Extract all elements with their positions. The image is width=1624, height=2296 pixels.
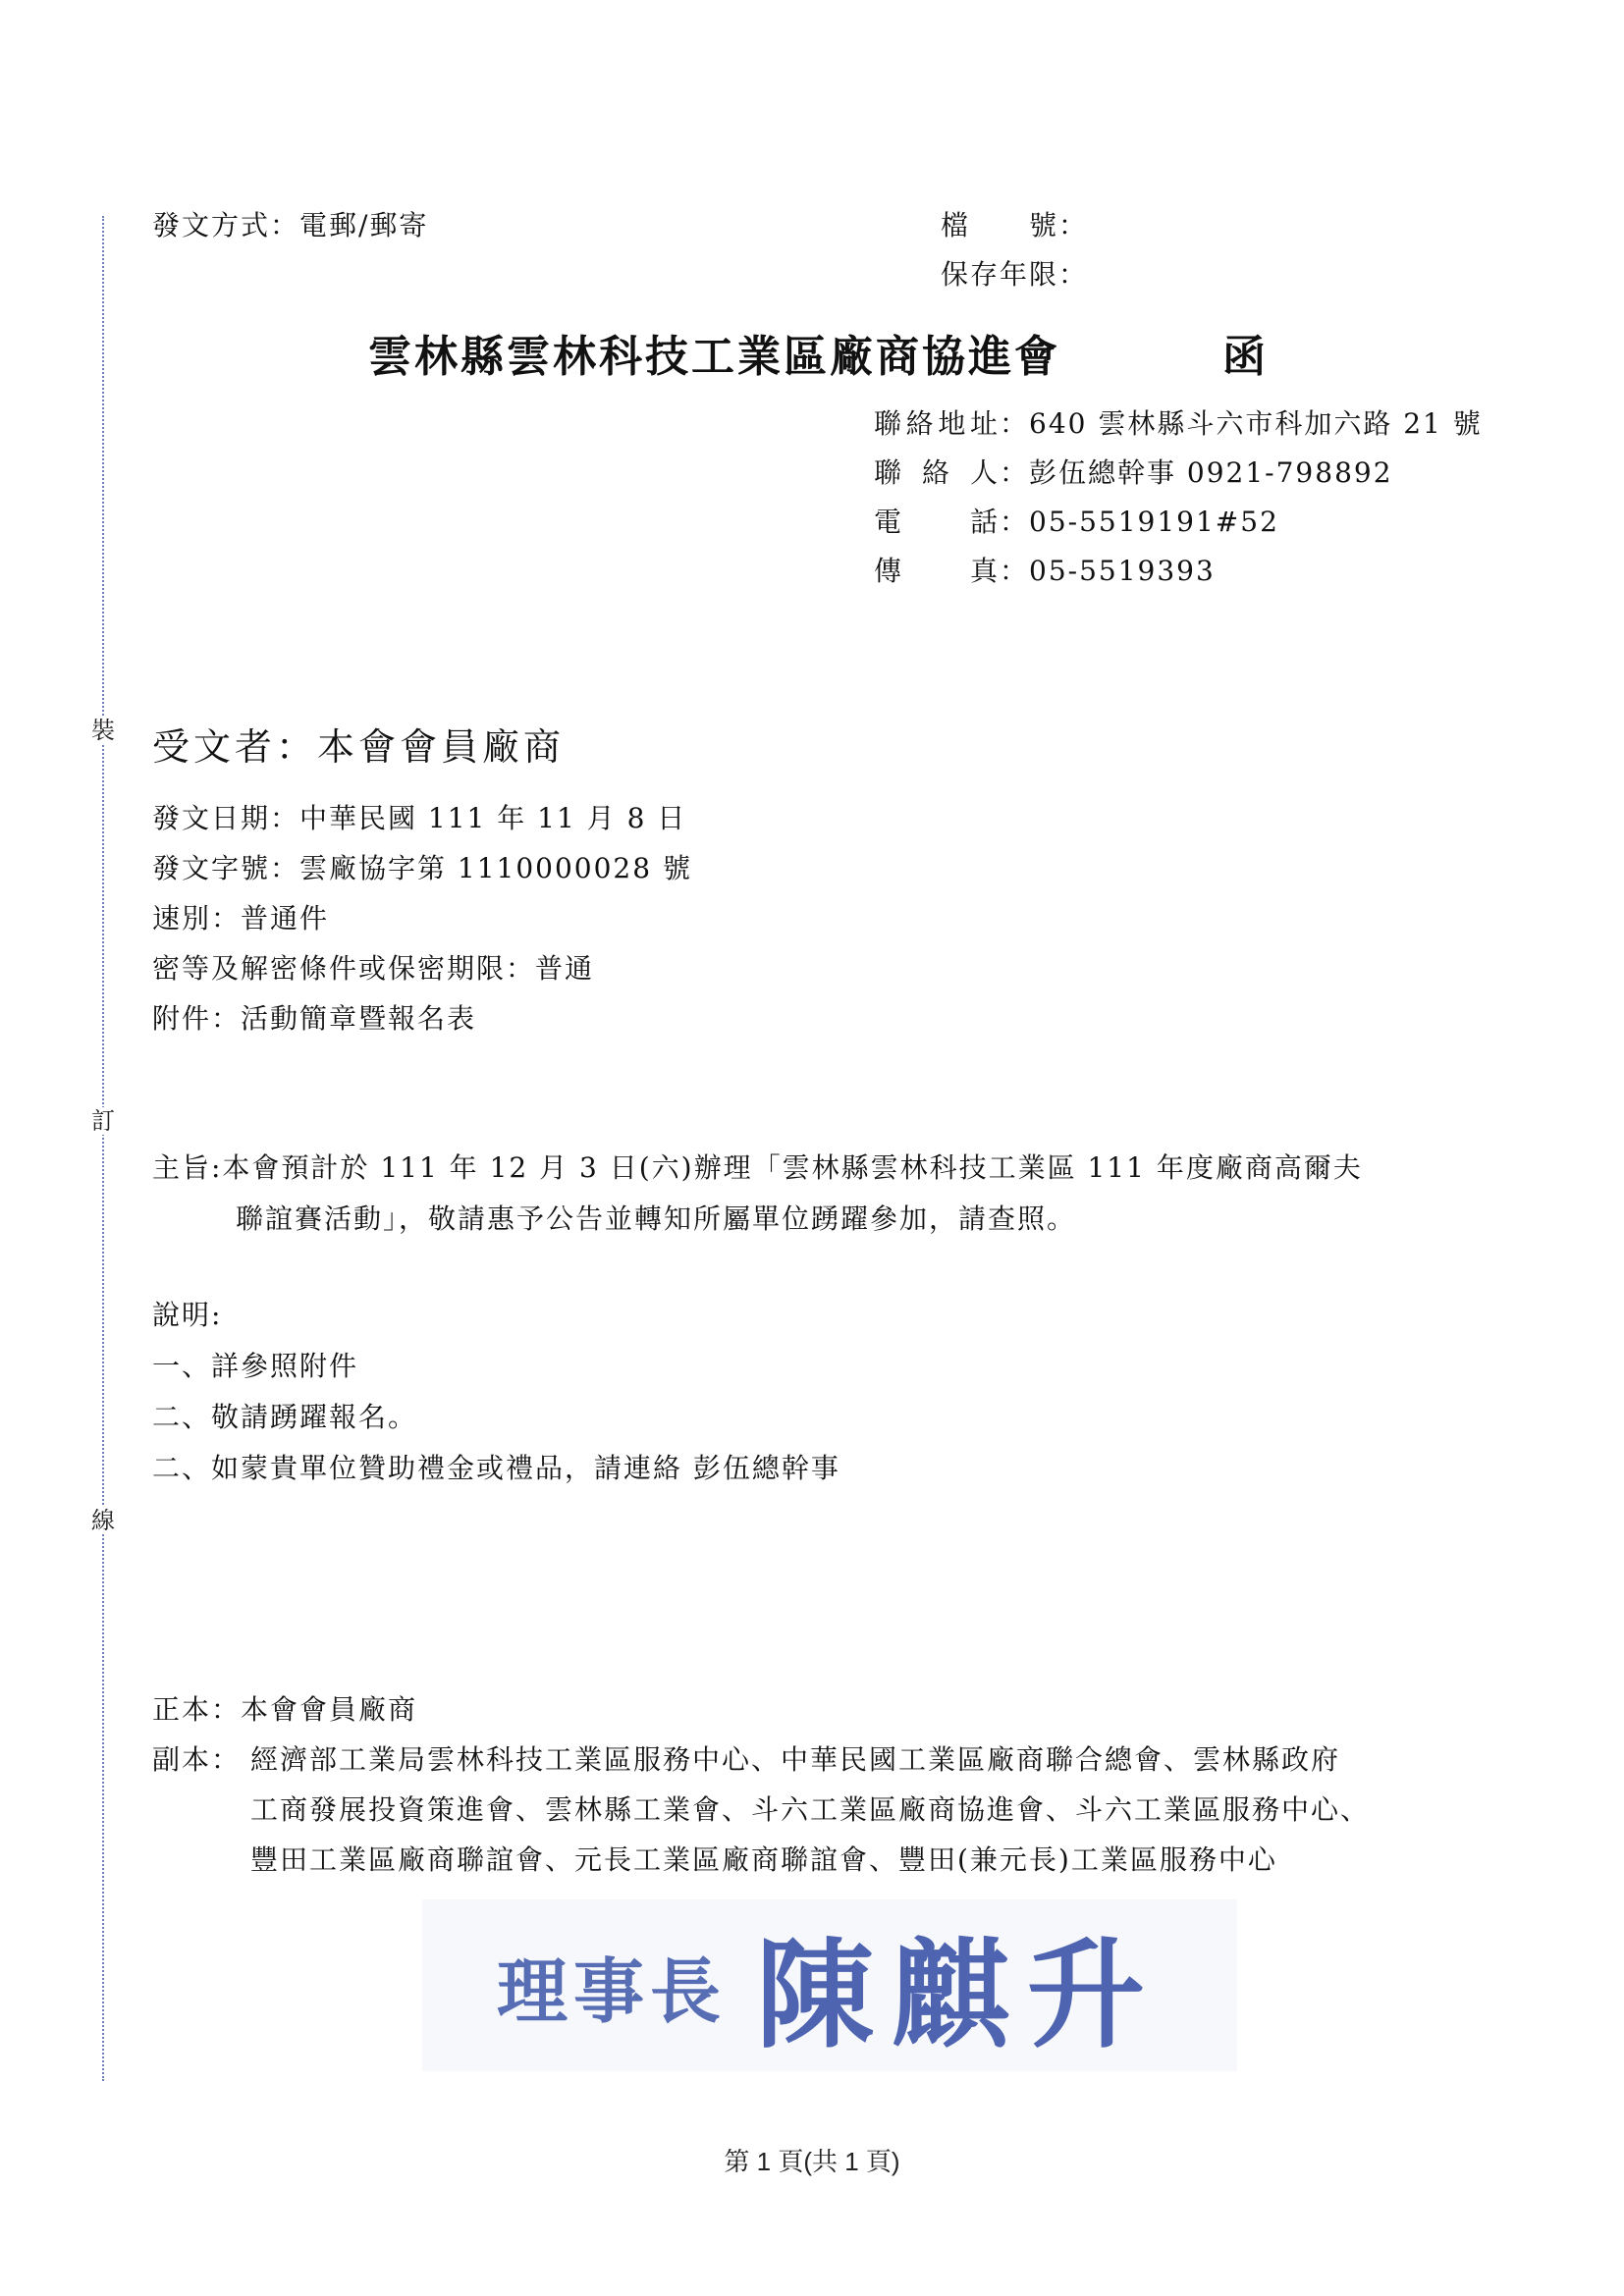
retention-period-label: 保存年限： (941, 258, 1089, 291)
contact-address-label: 聯絡地址 (874, 407, 1000, 440)
attachments: 附件：活動簡章暨報名表 (152, 1002, 477, 1035)
contact-phone (874, 501, 1279, 540)
signature-title: 理事長 (496, 1949, 727, 2033)
contact-person-label: 聯絡人 (874, 456, 1000, 489)
page-number: 第 1 頁(共 1 頁) (724, 2147, 900, 2176)
chairman-signature-stamp (422, 1899, 1237, 2071)
copy-label: 副本： (152, 1743, 242, 1776)
signature-name: 陳麒升 (756, 1925, 1163, 2064)
contact-fax-value: ：05-5519393 (1000, 555, 1216, 587)
copy-recipients-line: 工商發展投資策進會、雲林縣工業會、斗六工業區廠商協進會、斗六工業區服務中心、 (250, 1793, 1371, 1826)
file-number-label: 檔 號： (941, 209, 1089, 241)
binding-mark-ding: 訂 (91, 1107, 115, 1135)
document-type: 函 (1222, 332, 1269, 382)
original-recipient: 正本：本會會員廠商 (152, 1693, 418, 1726)
explanation-item: 一、詳參照附件 (152, 1350, 359, 1382)
subject-line-1: 主旨:本會預計於 111 年 12 月 3 日(六)辦理「雲林縣雲林科技工業區 111 年度廠商高爾夫 (152, 1151, 1363, 1184)
contact-fax-label: 傳真 (874, 555, 1000, 587)
confidentiality: 密等及解密條件或保密期限：普通 (152, 952, 595, 985)
binding-line (102, 216, 104, 2081)
binding-mark-xian: 線 (91, 1507, 115, 1534)
copy-recipients-line: 豐田工業區廠商聯誼會、元長工業區廠商聯誼會、豐田(兼元長)工業區服務中心 (250, 1843, 1277, 1876)
recipient: 受文者：本會會員廠商 (152, 725, 566, 769)
dispatch-method: 發文方式：電郵/郵寄 (152, 209, 429, 241)
contact-phone-value: ：05-5519191#52 (1000, 506, 1279, 538)
contact-phone-label: 電話 (874, 506, 1000, 538)
contact-person (874, 452, 1393, 491)
explanation-heading: 說明: (152, 1299, 223, 1331)
urgency: 速別：普通件 (152, 902, 330, 934)
contact-fax (874, 550, 1216, 589)
document-title: 雲林縣雲林科技工業區廠商協進會 (368, 332, 1060, 382)
copy-recipients-line: 經濟部工業局雲林科技工業區服務中心、中華民國工業區廠商聯合總會、雲林縣政府 (250, 1743, 1341, 1776)
explanation-item: 二、敬請踴躍報名。 (152, 1401, 418, 1433)
binding-mark-zhuang: 裝 (91, 717, 115, 744)
explanation-item: 二、如蒙貴單位贊助禮金或禮品，請連絡 彭伍總幹事 (152, 1452, 840, 1484)
contact-address (874, 402, 1483, 442)
issue-date: 發文日期：中華民國 111 年 11 月 8 日 (152, 802, 687, 834)
contact-person-value: ：彭伍總幹事 0921-798892 (1000, 456, 1393, 489)
contact-address-value: ：640 雲林縣斗六市科加六路 21 號 (1000, 407, 1483, 440)
subject-line-2: 聯誼賽活動」，敬請惠予公告並轉知所屬單位踴躍參加，請查照。 (236, 1202, 1077, 1235)
document-number: 發文字號：雲廠協字第 1110000028 號 (152, 852, 692, 884)
